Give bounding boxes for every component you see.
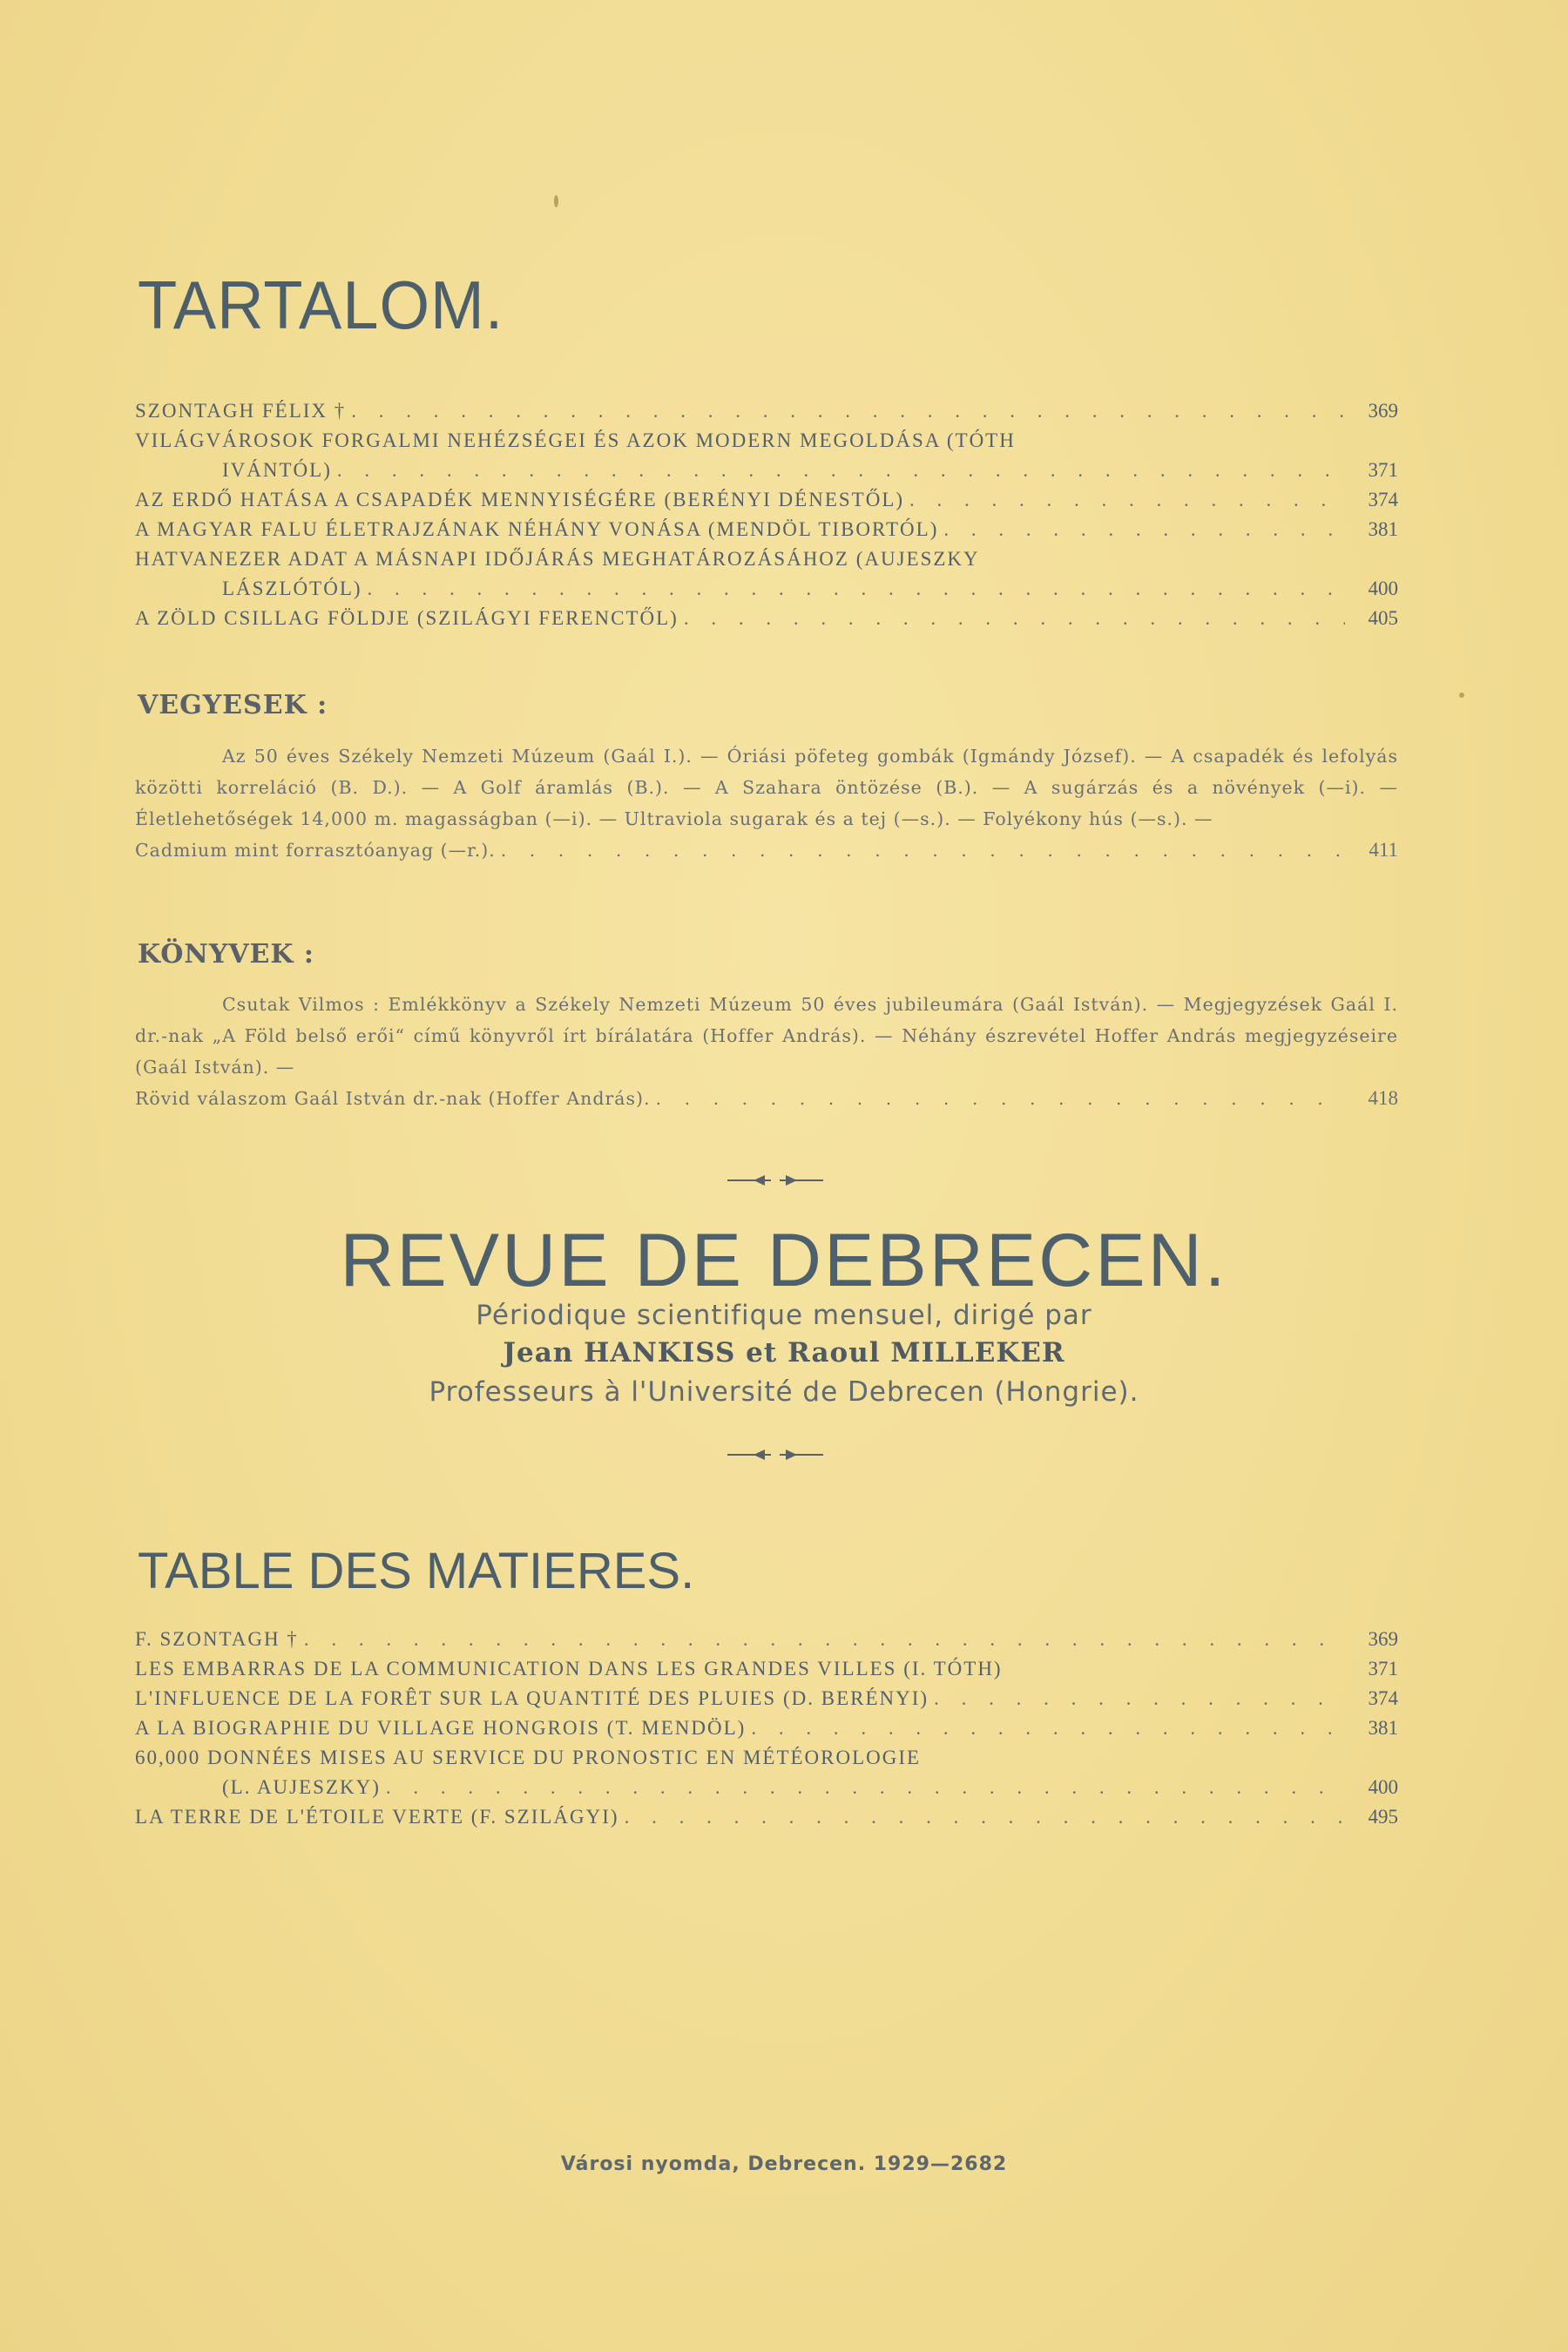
vegyesek-last-line: [135, 835, 1398, 866]
vegyesek-text: Az 50 éves Székely Nemzeti Múzeum (Gaál I.). — Óriási pöfeteg gombák (Igmándy József). — A csapadék és lefolyás közötti korreláció (B. D.). — A Golf áramlás (B.). — A Szahara öntözése (B.). — A sugárzás és a növények (—i). — Életlehetőségek 14,000 m. magasságban (—i). — Ultraviola sugarak és a tej (—s.). — Folyékony hús (—s.). —: [135, 746, 1398, 829]
toc-entry-page: 381: [1368, 1717, 1398, 1739]
toc-entry-title: 60,000 DONNÉES MISES AU SERVICE DU PRONOSTIC EN MÉTÉOROLOGIE: [135, 1747, 922, 1768]
toc-entry: [135, 1713, 1398, 1743]
vegyesek-heading: VEGYESEK :: [138, 690, 328, 720]
toc-entry-title: LES EMBARRAS DE LA COMMUNICATION DANS LES GRANDES VILLES (I. TÓTH): [135, 1658, 1003, 1680]
toc-entry-title: LA TERRE DE L'ÉTOILE VERTE (F. SZILÁGYI): [135, 1806, 619, 1828]
toc-entry-title: HATVANEZER ADAT A MÁSNAPI IDŐJÁRÁS MEGHATÁROZÁSÁHOZ (AUJESZKY: [135, 548, 980, 570]
toc-entry-title: A LA BIOGRAPHIE DU VILLAGE HONGROIS (T. MENDÖL): [135, 1717, 747, 1739]
leader-dots: [684, 604, 1345, 633]
toc-entry-page: 495: [1368, 1806, 1398, 1828]
konyvek-last-line: [135, 1083, 1398, 1114]
toc-entry-page: 400: [1368, 578, 1398, 599]
konyvek-last-text: Rövid válaszom Gaál István dr.-nak (Hoffer András).: [135, 1088, 651, 1109]
revue-affiliation: Professeurs à l'Université de Debrecen (Hongrie).: [429, 1376, 1139, 1408]
revue-subtitle: Périodique scientifique mensuel, dirigé par: [476, 1300, 1092, 1331]
leader-dots: [386, 1773, 1345, 1802]
toc-entry-title: F. SZONTAGH †: [135, 1628, 299, 1650]
konyvek-heading: KÖNYVEK :: [138, 939, 314, 970]
toc-entry: [135, 515, 1398, 544]
toc-entry-page: 371: [1368, 1658, 1398, 1680]
toc-entry-title: A MAGYAR FALU ÉLETRAJZÁNAK NÉHÁNY VONÁSA (MENDÖL TIBORTÓL): [135, 518, 939, 540]
toc-entry: [135, 485, 1398, 515]
printer-imprint: Városi nyomda, Debrecen. 1929—2682: [560, 2153, 1008, 2175]
toc-entry-page: 400: [1368, 1776, 1398, 1798]
toc-entry-title: L'INFLUENCE DE LA FORÊT SUR LA QUANTITÉ DES PLUIES (D. BERÉNYI): [135, 1687, 929, 1709]
leader-dots: [909, 485, 1345, 515]
toc-entry: [135, 396, 1398, 426]
leader-dots: [625, 1802, 1345, 1832]
toc-entry-page: 381: [1368, 518, 1398, 540]
leader-dots: [656, 1083, 1345, 1114]
ornament-divider: [723, 1446, 828, 1463]
konyvek-paragraph: [135, 989, 1398, 1114]
konyvek-text: Csutak Vilmos : Emlékkönyv a Székely Nemzeti Múzeum 50 éves jubileumára (Gaál István). — Megjegyzések Gaál I. dr.-nak „A Föld belső erői“ című könyvről írt bírálatára (Hoffer András). — Néhány észrevétel Hoffer András megjegyzéseire (Gaál István). —: [135, 994, 1398, 1078]
revue-editors: Jean HANKISS et Raoul MILLEKER: [503, 1337, 1065, 1369]
toc-entry: [135, 544, 1398, 574]
leader-dots: [368, 574, 1345, 604]
toc-entry-page: 405: [1368, 607, 1398, 629]
leader-dots: [304, 1625, 1345, 1654]
toc-entry-title: VILÁGVÁROSOK FORGALMI NEHÉZSÉGEI ÉS AZOK MODERN MEGOLDÁSA (TÓTH: [135, 429, 1016, 451]
paper-speck: [554, 195, 558, 207]
toc-entry-page: 369: [1368, 1628, 1398, 1650]
toc-entry-title-cont: IVÁNTÓL): [222, 459, 332, 481]
leader-dots: [351, 396, 1345, 426]
toc-entry: [135, 1743, 1398, 1773]
vegyesek-paragraph: [135, 740, 1398, 866]
revue-title: REVUE DE DEBRECEN.: [340, 1219, 1228, 1302]
toc-entry: [135, 1684, 1398, 1713]
toc-entry: [135, 1654, 1398, 1684]
toc-entry: [135, 604, 1398, 633]
toc-entry: [135, 1625, 1398, 1654]
table-heading: TABLE DES MATIERES.: [138, 1543, 695, 1599]
toc-entry: [135, 426, 1398, 456]
toc-entry-title: A ZÖLD CSILLAG FÖLDJE (SZILÁGYI FERENCTŐL): [135, 607, 679, 629]
konyvek-page: 418: [1368, 1087, 1398, 1109]
tartalom-heading: TARTALOM.: [138, 267, 504, 343]
toc-entry-page: 371: [1368, 459, 1398, 481]
toc-entry-continuation: [135, 574, 1398, 604]
leader-dots: [751, 1713, 1345, 1743]
leader-dots: [337, 456, 1345, 485]
toc-entry-title: SZONTAGH FÉLIX †: [135, 400, 347, 422]
leader-dots: [943, 515, 1345, 544]
leader-dots: [934, 1684, 1345, 1713]
toc-entry-title: AZ ERDŐ HATÁSA A CSAPADÉK MENNYISÉGÉRE (BERÉNYI DÉNESTŐL): [135, 489, 905, 510]
toc-entry-page: 369: [1368, 400, 1398, 422]
toc-entry-continuation: [135, 456, 1398, 485]
vegyesek-last-text: Cadmium mint forrasztóanyag (—r.).: [135, 840, 496, 861]
toc-entry-page: 374: [1368, 1687, 1398, 1709]
paper-speck: [1459, 693, 1464, 698]
ornament-divider: [723, 1172, 828, 1189]
leader-dots: [501, 835, 1345, 866]
toc-entry-continuation: [135, 1773, 1398, 1802]
toc-entry-title-cont: (L. AUJESZKY): [222, 1776, 381, 1798]
toc-entry-page: 374: [1368, 489, 1398, 510]
toc-entry: [135, 1802, 1398, 1832]
toc-entry-title-cont: LÁSZLÓTÓL): [222, 578, 362, 599]
table-list: [135, 1625, 1398, 1832]
vegyesek-page: 411: [1369, 839, 1398, 861]
tartalom-list: [135, 396, 1398, 633]
